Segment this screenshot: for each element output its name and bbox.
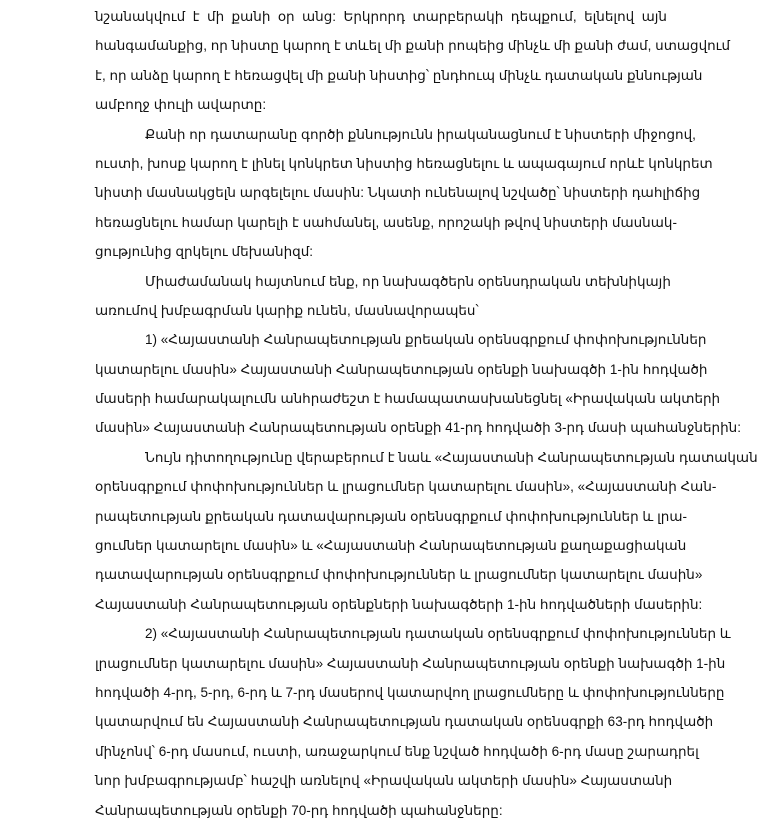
text-line: րապետության քրեական դատավարության օրենսգրքում փոփոխություններ և լրա- [95, 508, 687, 524]
text-line: լրացումներ կատարելու մասին» Հայաստանի Հանրապետության օրենքի նախագծի 1-ին [95, 655, 726, 671]
text-line: հեռացնելու համար կարելի է սահմանել, ասենք, որոշակի թվով նիստերի մասնակ- [95, 214, 677, 230]
paragraph-continuation [95, 2, 731, 120]
text-line: դատավարության օրենսգրքում փոփոխություններ և լրացումներ կատարելու մասին» [95, 567, 703, 583]
text-line: ուստի, խոսք կարող է լինել կոնկրետ նիստից հեռացնելու և ապագայում որևէ կոնկրետ [95, 155, 713, 171]
text-line: 2) «Հայաստանի Հանրապետության դատական օրենսգրքում փոփոխություններ և [145, 626, 731, 642]
text-line: կատարելու մասին» Հայաստանի Հանրապետության օրենքի նախագծի 1-ին հոդվածի [95, 361, 708, 377]
document-page [95, 0, 758, 825]
text-line: 1) «Հայաստանի Հանրապետության քրեական օրենսգրքում փոփոխություններ [145, 332, 707, 348]
paragraph-item-2 [95, 619, 731, 825]
text-line: Հայաստանի Հանրապետության օրենքների նախագծերի 1-ին հոդվածների մասերին: [95, 596, 703, 612]
text-line: Քանի որ դատարանը գործի քննությունն իրականացնում է նիստերի միջոցով, [145, 126, 696, 142]
paragraph-court-sessions [95, 120, 713, 267]
text-line: ցումներ կատարելու մասին» և «Հայաստանի Հանրապետության քաղաքացիական [95, 538, 687, 554]
text-line: առումով խմբագրման կարիք ունեն, մասնավորապես՝ [95, 302, 479, 318]
text-line: օրենսգրքում փոփոխություններ և լրացումներ կատարելու մասին», «Հայաստանի Հան- [95, 479, 717, 495]
text-line: մասին» Հայաստանի Հանրապետության օրենքի 41-րդ հոդվածի 3-րդ մասի պահանջներին: [95, 420, 741, 436]
text-line: Հանրապետության օրենքի 70-րդ հոդվածի պահանջները: [95, 802, 503, 818]
text-line: է, որ անձը կարող է հեռացվել մի քանի նիստից՝ ընդհուպ մինչև դատական քննության [95, 67, 703, 83]
text-line: Միաժամանակ հայտնում ենք, որ նախագծերն օրենսդրական տեխնիկայի [145, 273, 671, 289]
text-line: ամբողջ փուլի ավարտը: [95, 97, 267, 113]
paragraph-item-1 [95, 325, 741, 443]
text-line: հոդվածի 4-րդ, 5-րդ, 6-րդ և 7-րդ մասերով կատարվող լրացումները և փոփոխությունները [95, 684, 725, 700]
text-line: մինչոնվ՝ 6-րդ մասում, ուստի, առաջարկում ենք նշված հոդվածի 6-րդ մասը շարադրել [95, 743, 699, 759]
text-line: հանգամանքից, որ նիստը կարող է տևել մի քանի րոպեից մինչև մի քանի ժամ, ստացվում [95, 38, 731, 54]
paragraph-editing-note [95, 267, 671, 326]
text-line: նոր խմբագրությամբ՝ հաշվի առնելով «Իրավական ակտերի մասին» Հայաստանի [95, 773, 673, 789]
text-line: նշանակվում է մի քանի օր անց: Երկրորդ տարբերակի դեպքում, ելնելով այն [95, 9, 667, 24]
text-line: մասերի համարակալումն անհրաժեշտ է համապատասխանեցնել «Իրավական ակտերի [95, 391, 721, 407]
text-line: Նույն դիտողությունը վերաբերում է նաև «Հայաստանի Հանրապետության դատական [145, 449, 758, 465]
paragraph-same-remark [95, 443, 758, 619]
text-line: ցությունից զրկելու մեխանիզմ: [95, 244, 313, 260]
text-line: կատարվում են Հայաստանի Հանրապետության դատական օրենսգրքի 63-րդ հոդվածի [95, 714, 714, 730]
text-line: նիստի մասնակցելն արգելելու մասին: Նկատի ունենալով նշվածը՝ նիստերի դահլիճից [95, 185, 701, 201]
